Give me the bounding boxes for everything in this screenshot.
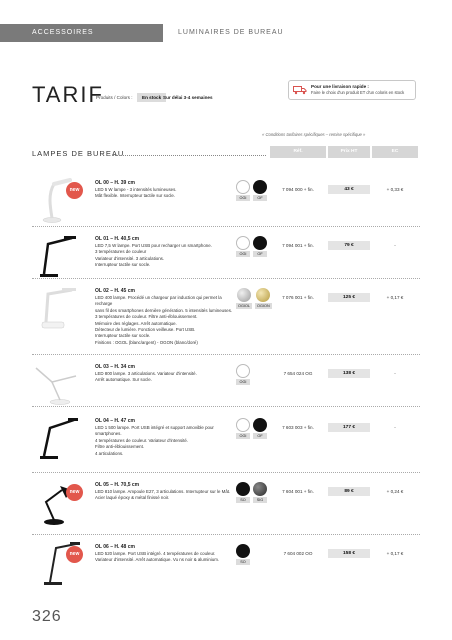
- swatch-circle: [236, 180, 250, 194]
- product-eco-contribution: + 0,33 €: [386, 187, 404, 192]
- row-separator: [32, 406, 420, 407]
- description-line: LED 400 lampe. Procédé un chargeur par induction qui permet la recharge: [95, 295, 222, 307]
- description-line: Mât flexible. Interrupteur tactile sur socle.: [95, 193, 176, 199]
- swatch-code: OGI: [236, 195, 250, 201]
- product-image-2: [32, 284, 84, 337]
- product-price: 177 €: [328, 423, 370, 432]
- description-line: Acier laqué époxy & métal finissé noir.: [95, 495, 170, 501]
- stock-badge: En stock: [137, 93, 166, 102]
- swatch-circle: [256, 288, 270, 302]
- color-swatch-graphite[interactable]: [253, 482, 267, 503]
- color-swatch-black[interactable]: [253, 418, 267, 439]
- swatch-circle: [236, 544, 250, 558]
- product-eco-contribution: -: [394, 371, 396, 376]
- color-swatch-silver[interactable]: [236, 288, 252, 309]
- description-line: sans fil des smartphones dernière génération. 5 intensités lumineuses.: [95, 307, 233, 313]
- swatch-circle: [253, 180, 267, 194]
- express-line-2: Faire le choix d'un produit ET d'un coloris en stock: [311, 90, 405, 95]
- product-model: OL 04 – H. 47 cm: [95, 418, 135, 424]
- product-price: 125 €: [328, 293, 370, 302]
- swatch-circle: [236, 482, 250, 496]
- description-line: Arrêt automatique. Sur socle.: [95, 377, 152, 383]
- swatch-circle: [236, 418, 250, 432]
- swatch-circle: [236, 364, 250, 378]
- top-margin: [0, 0, 452, 24]
- page-number: 326: [32, 608, 62, 625]
- description-line: LED 7,5 W lampe. Port USB pour recharger un smartphone.: [95, 243, 212, 248]
- description-line: LED 1 500 lampe. Port USB intégré et support amovible pour smartphones.: [95, 425, 214, 437]
- row-separator: [32, 534, 420, 535]
- product-ref: 7 604 001 + fin.: [282, 489, 314, 494]
- product-ref: 7 654 024 OG: [283, 371, 313, 376]
- swatch-circle: [253, 418, 267, 432]
- product-image-4: [32, 414, 84, 467]
- column-header-ref: Réf.: [270, 146, 326, 158]
- color-swatch-white[interactable]: [236, 418, 250, 439]
- product-price: 43 €: [328, 185, 370, 194]
- column-header-price: Prix HT: [328, 146, 370, 158]
- color-swatch-white[interactable]: [236, 364, 250, 385]
- delay-label: Sur délai 3-4 semaines: [163, 95, 213, 100]
- product-model: OL 06 – H. 48 cm: [95, 544, 135, 550]
- product-description: [95, 295, 235, 346]
- swatch-code: OF: [253, 251, 267, 257]
- product-eco-contribution: + 0,24 €: [386, 489, 404, 494]
- description-line: Finitions : OGOL (blanc/argent) - OGON (blanc/doré): [95, 339, 198, 345]
- description-line: Interrupteur tactile sur socle.: [95, 262, 151, 268]
- description-line: LED 520 lampe. Port USB intégré. 4 températures de couleur.: [95, 551, 216, 556]
- product-model: OL 01 – H. 40,5 cm: [95, 236, 140, 242]
- product-eco-contribution: -: [394, 243, 396, 248]
- section-divider: [112, 155, 266, 156]
- swatch-code: OGIOL: [238, 304, 251, 308]
- product-price: 79 €: [328, 241, 370, 250]
- product-ref: 7 094 001 + fin.: [282, 243, 314, 248]
- color-swatches: [236, 364, 250, 385]
- column-header-ec: EC: [372, 146, 418, 158]
- color-swatches: [236, 236, 267, 257]
- product-description: [95, 243, 235, 269]
- row-separator: [32, 354, 420, 355]
- description-line: LED 5 W lampe - 3 intensités lumineuses.: [95, 187, 177, 192]
- swatch-code: OGI: [236, 379, 250, 385]
- swatch-code: OGION: [257, 304, 270, 308]
- description-line: LED 800 lampe. 3 articulations. Variateur d'intensité.: [95, 371, 197, 376]
- color-swatches: [236, 544, 250, 565]
- product-description: [95, 425, 235, 457]
- swatch-circle: [237, 288, 251, 302]
- truck-icon: [293, 85, 307, 95]
- product-description: [95, 489, 235, 502]
- express-line-1: Pour une livraison rapide :: [311, 84, 369, 89]
- swatch-code: OGI: [236, 251, 250, 257]
- product-description: [95, 187, 235, 200]
- description-line: 4 articulations.: [95, 450, 124, 456]
- swatch-circle: [253, 236, 267, 250]
- produits-label: Produits / Colors :: [96, 95, 133, 100]
- product-description: [95, 551, 235, 564]
- description-line: Variateur d'intensité. 3 articulations.: [95, 255, 165, 261]
- product-model: OL 02 – H. 45 cm: [95, 288, 135, 294]
- swatch-circle: [236, 236, 250, 250]
- product-model: OL 03 – H. 34 cm: [95, 364, 135, 370]
- product-eco-contribution: + 0,17 €: [386, 551, 404, 556]
- swatch-code: OF: [253, 433, 267, 439]
- row-separator: [32, 472, 420, 473]
- description-line: Filtre anti-éblouissement.: [95, 444, 145, 450]
- color-swatches: [236, 482, 267, 503]
- swatch-code: SO: [236, 497, 250, 503]
- product-price: 158 €: [328, 549, 370, 558]
- new-badge: new: [66, 182, 83, 199]
- description-line: Mémoire des réglages. Arrêt automatique.: [95, 320, 177, 326]
- description-line: LED 810 lampe. Ampoule E27, 3 articulations. Interrupteur sur le Mât.: [95, 489, 231, 494]
- product-description: [95, 371, 235, 384]
- product-price: 89 €: [328, 487, 370, 496]
- category-tab-luminaires[interactable]: LUMINAIRES DE BUREAU: [178, 29, 284, 36]
- color-swatches: [236, 418, 267, 439]
- color-swatch-white[interactable]: [236, 236, 250, 257]
- color-swatches: [236, 288, 272, 309]
- swatch-code: OF: [253, 195, 267, 201]
- new-badge: new: [66, 484, 83, 501]
- conditions-note: « Conditions tarifaires spécifiques – remise spécifique »: [262, 132, 366, 137]
- description-line: 4 températures de couleur. Variateur d'intensité.: [95, 437, 189, 443]
- description-line: Détecteur de lumière. Fonction veilleuse. Port USB.: [95, 327, 196, 333]
- product-ref: 7 604 002 OO: [283, 551, 313, 556]
- tarif-title: TARIF: [32, 82, 104, 107]
- product-eco-contribution: -: [394, 425, 396, 430]
- swatch-code: SO: [236, 559, 250, 565]
- new-badge: new: [66, 546, 83, 563]
- product-ref: 7 094 000 + fin.: [282, 187, 314, 192]
- category-tab-accessoires[interactable]: ACCESSOIRES: [0, 24, 163, 42]
- color-swatch-black[interactable]: [253, 180, 267, 201]
- color-swatch-black[interactable]: [236, 544, 250, 565]
- description-line: 3 températures de couleur: [95, 249, 147, 255]
- product-eco-contribution: + 0,17 €: [386, 295, 404, 300]
- swatch-code: OGI: [236, 433, 250, 439]
- product-model: OL 05 – H. 70,5 cm: [95, 482, 140, 488]
- color-swatches: [236, 180, 267, 201]
- swatch-circle: [253, 482, 267, 496]
- section-title: LAMPES DE BUREAU: [32, 149, 125, 158]
- express-delivery-box: [288, 80, 416, 100]
- product-ref: 7 076 001 + fin.: [282, 295, 314, 300]
- swatch-code: SIG: [253, 497, 267, 503]
- row-separator: [32, 278, 420, 279]
- description-line: Variateur d'intensité. Arrêt automatique. Vu ns noir & aluminium.: [95, 557, 220, 563]
- description-line: Interrupteur tactile sur socle.: [95, 333, 151, 339]
- color-swatch-black[interactable]: [236, 482, 250, 503]
- product-price: 138 €: [328, 369, 370, 378]
- color-swatch-white[interactable]: [236, 180, 250, 201]
- product-model: OL 00 – H. 39 cm: [95, 180, 135, 186]
- description-line: 3 températures de couleur. Filtre anti-éblouissement.: [95, 314, 198, 320]
- product-ref: 7 603 003 + fin.: [282, 425, 314, 430]
- row-separator: [32, 226, 420, 227]
- color-swatch-black[interactable]: [253, 236, 267, 257]
